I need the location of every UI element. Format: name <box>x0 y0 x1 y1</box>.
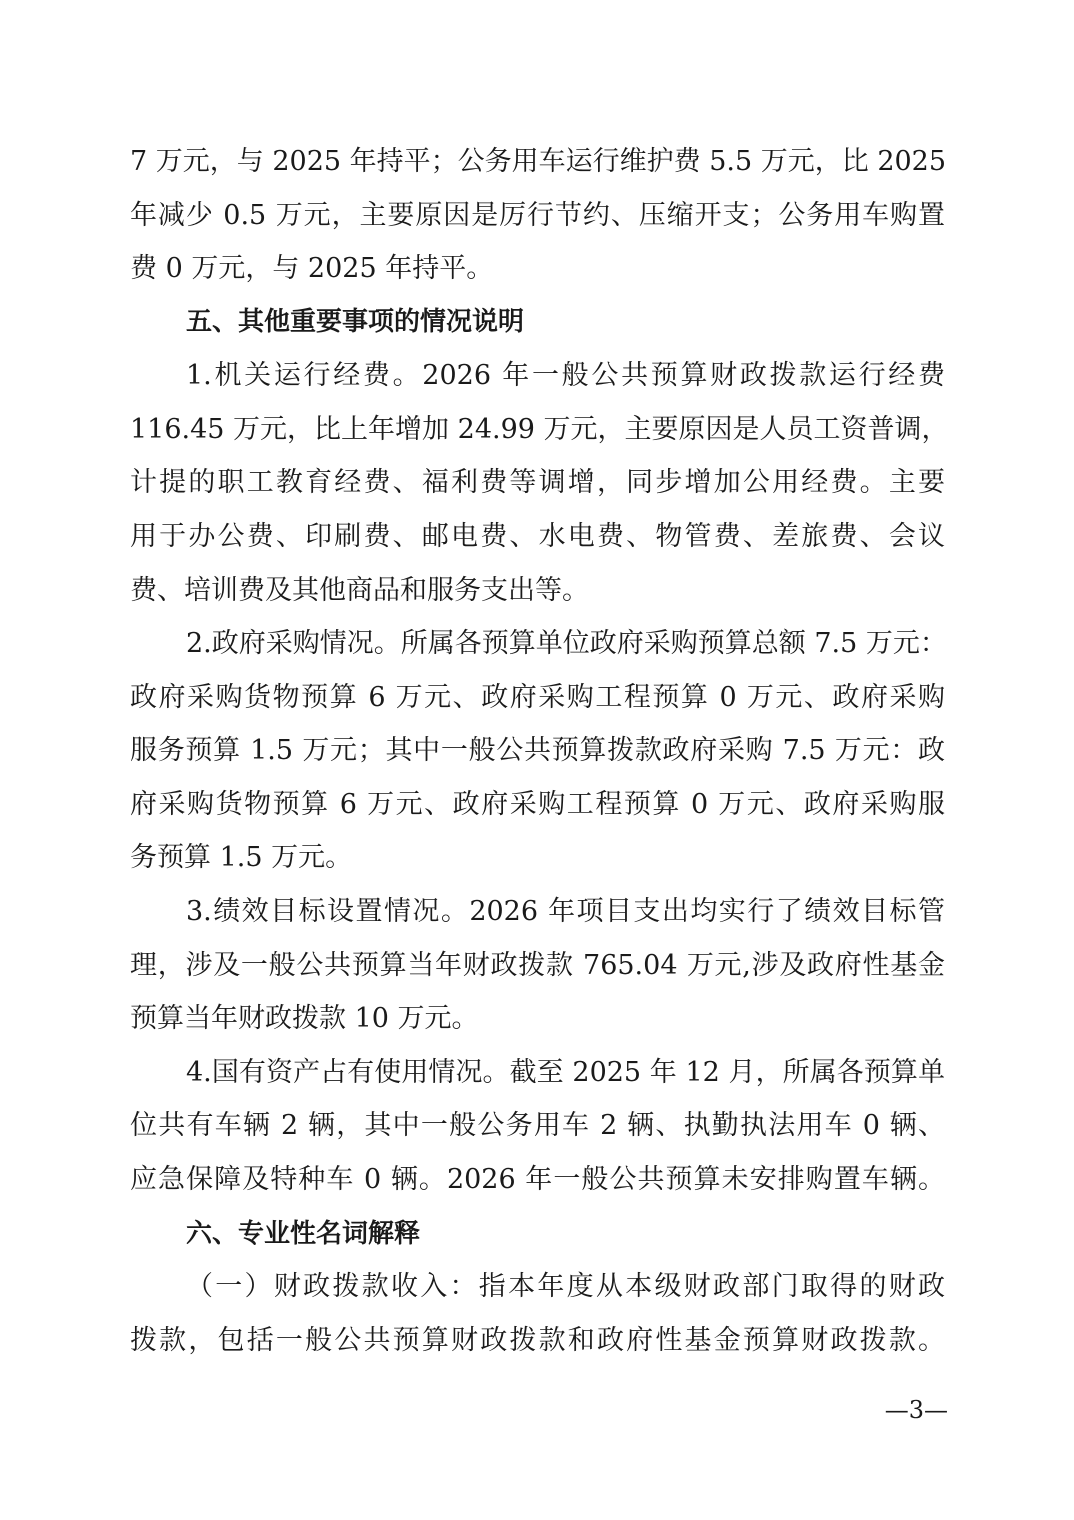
paragraph-line: 计提的职工教育经费、福利费等调增，同步增加公用经费。主要 <box>130 467 945 498</box>
paragraph-line: 费 0 万元，与 2025 年持平。 <box>130 253 494 284</box>
paragraph-line: （一）财政拨款收入：指本年度从本级财政部门取得的财政 <box>186 1271 945 1302</box>
paragraph-line: 费、培训费及其他商品和服务支出等。 <box>130 575 589 606</box>
paragraph-line: 预算当年财政拨款 10 万元。 <box>130 1003 479 1034</box>
paragraph-line: 应急保障及特种车 0 辆。2026 年一般公共预算未安排购置车辆。 <box>130 1164 945 1195</box>
paragraph-line: 7 万元，与 2025 年持平；公务用车运行维护费 5.5 万元，比 2025 <box>130 146 947 177</box>
paragraph-line: 3.绩效目标设置情况。2026 年项目支出均实行了绩效目标管 <box>186 896 945 927</box>
paragraph-line: 政府采购货物预算 6 万元、政府采购工程预算 0 万元、政府采购 <box>130 682 945 713</box>
paragraph-line: 116.45 万元，比上年增加 24.99 万元，主要原因是人员工资普调， <box>130 414 949 445</box>
page-number: —3— <box>884 1396 948 1424</box>
paragraph-line: 府采购货物预算 6 万元、政府采购工程预算 0 万元、政府采购服 <box>130 789 945 820</box>
paragraph-line: 2.政府采购情况。所属各预算单位政府采购预算总额 7.5 万元： <box>186 628 947 659</box>
paragraph-line: 服务预算 1.5 万元；其中一般公共预算拨款政府采购 7.5 万元：政 <box>130 735 945 766</box>
paragraph-line: 1.机关运行经费。2026 年一般公共预算财政拨款运行经费 <box>186 360 945 391</box>
paragraph-line: 用于办公费、印刷费、邮电费、水电费、物管费、差旅费、会议 <box>130 521 945 552</box>
paragraph-line: 4.国有资产占有使用情况。截至 2025 年 12 月，所属各预算单 <box>186 1057 945 1088</box>
section-heading-six: 六、专业性名词解释 <box>186 1219 421 1249</box>
paragraph-line: 位共有车辆 2 辆，其中一般公务用车 2 辆、执勤执法用车 0 辆、 <box>130 1110 945 1141</box>
paragraph-line: 务预算 1.5 万元。 <box>130 842 353 873</box>
paragraph-line: 年减少 0.5 万元，主要原因是厉行节约、压缩开支；公务用车购置 <box>130 200 945 231</box>
paragraph-line: 拨款，包括一般公共预算财政拨款和政府性基金预算财政拨款。 <box>130 1325 945 1356</box>
section-heading-five: 五、其他重要事项的情况说明 <box>186 307 525 337</box>
paragraph-line: 理，涉及一般公共预算当年财政拨款 765.04 万元,涉及政府性基金 <box>130 950 945 981</box>
